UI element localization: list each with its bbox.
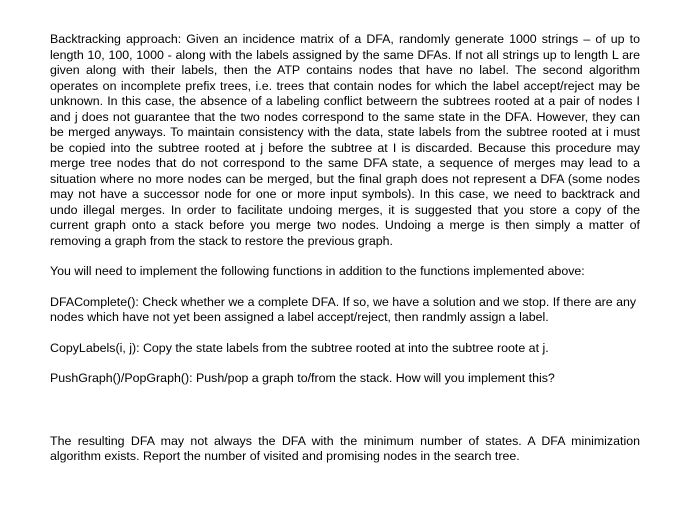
paragraph-resulting-dfa: The resulting DFA may not always the DFA with the minimum number of states. A DFA minimization algorithm exists. Report the number of visited and promising nodes in the search tree.: [50, 433, 640, 463]
paragraph-backtracking-approach: Backtracking approach: Given an incidence matrix of a DFA, randomly generate 1000 strings – of up to length 10, 100, 1000 - along with the labels assigned by the same DFAs. If not all strings up to length L are given along with their labels, then the ATP contains nodes that have no label. The second algorithm operates on incomplete prefix trees, i.e. trees that contain nodes for which the label accept/reject may be unknown. In this case, the absence of a labeling conflict betweern the subtrees rooted at a pair of nodes I and j does not guarantee that the two nodes correspond to the same state in the DFA. However, they can be merged anyways. To maintain consistency with the data, state labels from the subtree rooted at i must be copied into the subtree rooted at j before the subtree at I is discarded. Because this procedure may merge tree nodes that do not correspond to the same DFA state, a sequence of merges may lead to a situation where no more nodes can be merged, but the final graph does not represent a DFA (some nodes may not have a successor node for one or more input symbols). In this case, we need to backtrack and undo illegal merges. In order to facilitate undoing merges, it is suggested that you store a copy of the current graph onto a stack before you merge two nodes. Undoing a merge is then simply a matter of removing a graph from the stack to restore the previous graph.: [50, 32, 640, 248]
paragraph-copy-labels: CopyLabels(i, j): Copy the state labels from the subtree rooted at into the subtree roote at j.: [50, 340, 549, 355]
paragraph-implement-intro: You will need to implement the following functions in addition to the functions implemented above:: [50, 264, 585, 278]
paragraph-push-pop-graph: PushGraph()/PopGraph(): Push/pop a graph to/from the stack. How will you implement this?: [50, 371, 555, 385]
blank-space: [50, 402, 640, 434]
document-body: [50, 32, 640, 480]
paragraph-dfa-complete: DFAComplete(): Check whether we a complete DFA. If so, we have a solution and we stop. If there are any nodes which have not yet been assigned a label accept/reject, then randmly assign a label.: [50, 294, 637, 324]
